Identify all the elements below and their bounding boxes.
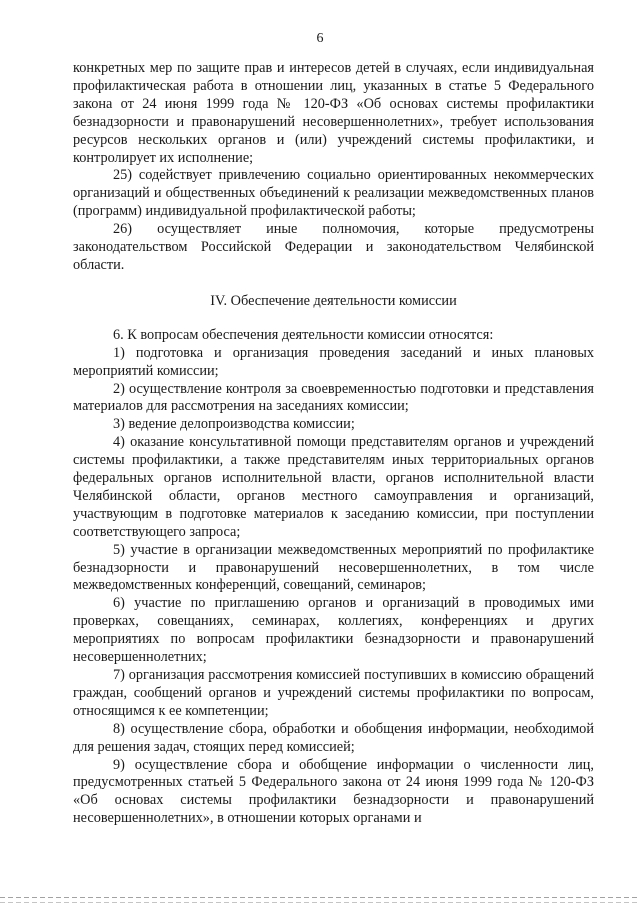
- paragraph-continuation: конкретных мер по защите прав и интересов детей в случаях, если индивидуальная профилактическая работа в отношении лиц, указанных в статье 5 Федерального закона от 24 июня 1999 года № 120-ФЗ «Об основах системы профилактики безнадзорности и правонарушений несовершеннолетних», требует использования ресурсов нескольких органов и (или) учреждений системы профилактики, и контролирует их исполнение;: [73, 60, 594, 166]
- paragraph-item-26: 26) осуществляет иные полномочия, которые предусмотрены законодательством Российской Федерации и законодательством Челябинской области.: [73, 221, 594, 273]
- paragraph-item-7: 7) организация рассмотрения комиссией поступивших в комиссию обращений граждан, сообщений органов и учреждений системы профилактики по вопросам, относящимся к ее компетенции;: [73, 667, 594, 719]
- paragraph-clause-6: 6. К вопросам обеспечения деятельности комиссии относятся:: [113, 326, 494, 343]
- paragraph-item-25: 25) содействует привлечению социально ориентированных некоммерческих организаций и общественных объединений к реализации межведомственных планов (программ) индивидуальной профилактической работы;: [73, 167, 594, 220]
- paragraph-item-5: 5) участие в организации межведомственных мероприятий по профилактике безнадзорности и правонарушений несовершеннолетних, в том числе межведомственных конференций, совещаний, семинаров;: [73, 541, 594, 594]
- paragraph-item-6: 6) участие по приглашению органов и организаций в проводимых ими проверках, совещаниях, семинарах, коллегиях, конференциях и других мероприятиях по вопросам профилактики безнадзорности и правонарушений несовершеннолетних;: [73, 595, 594, 666]
- paragraph-item-8: 8) осуществление сбора, обработки и обобщения информации, необходимой для решения задач, стоящих перед комиссией;: [73, 720, 594, 755]
- paragraph-item-4: 4) оказание консультативной помощи представителям органов и учреждений системы профилактики, а также представителям иных территориальных органов федеральных органов исполнительной власти, органов исполнительной власти Челябинской области, органов местного самоуправления и организаций, участвующим в подготовке материалов к заседанию комиссии, при поступлении соответствующего запроса;: [73, 434, 594, 540]
- paragraph-item-2: 2) осуществление контроля за своевременностью подготовки и представления материалов для рассмотрения на заседаниях комиссии;: [73, 380, 594, 415]
- paragraph-item-1: 1) подготовка и организация проведения заседаний и иных плановых мероприятий комиссии;: [73, 344, 594, 379]
- document-body: [73, 60, 594, 828]
- page-number: 6: [316, 31, 324, 46]
- scan-edge-line: [0, 897, 640, 898]
- paragraph-item-3: 3) ведение делопроизводства комиссии;: [113, 416, 355, 433]
- section-heading: IV. Обеспечение деятельности комиссии: [210, 292, 457, 309]
- paragraph-item-9: 9) осуществление сбора и обобщение информации о численности лиц, предусмотренных статьей 5 Федерального закона от 24 июня 1999 года № 120-ФЗ «Об основах системы профилактики безнадзорности и правонарушений несовершеннолетних», в отношении которых органами и: [73, 756, 594, 827]
- scan-edge-line-lower: [0, 902, 640, 903]
